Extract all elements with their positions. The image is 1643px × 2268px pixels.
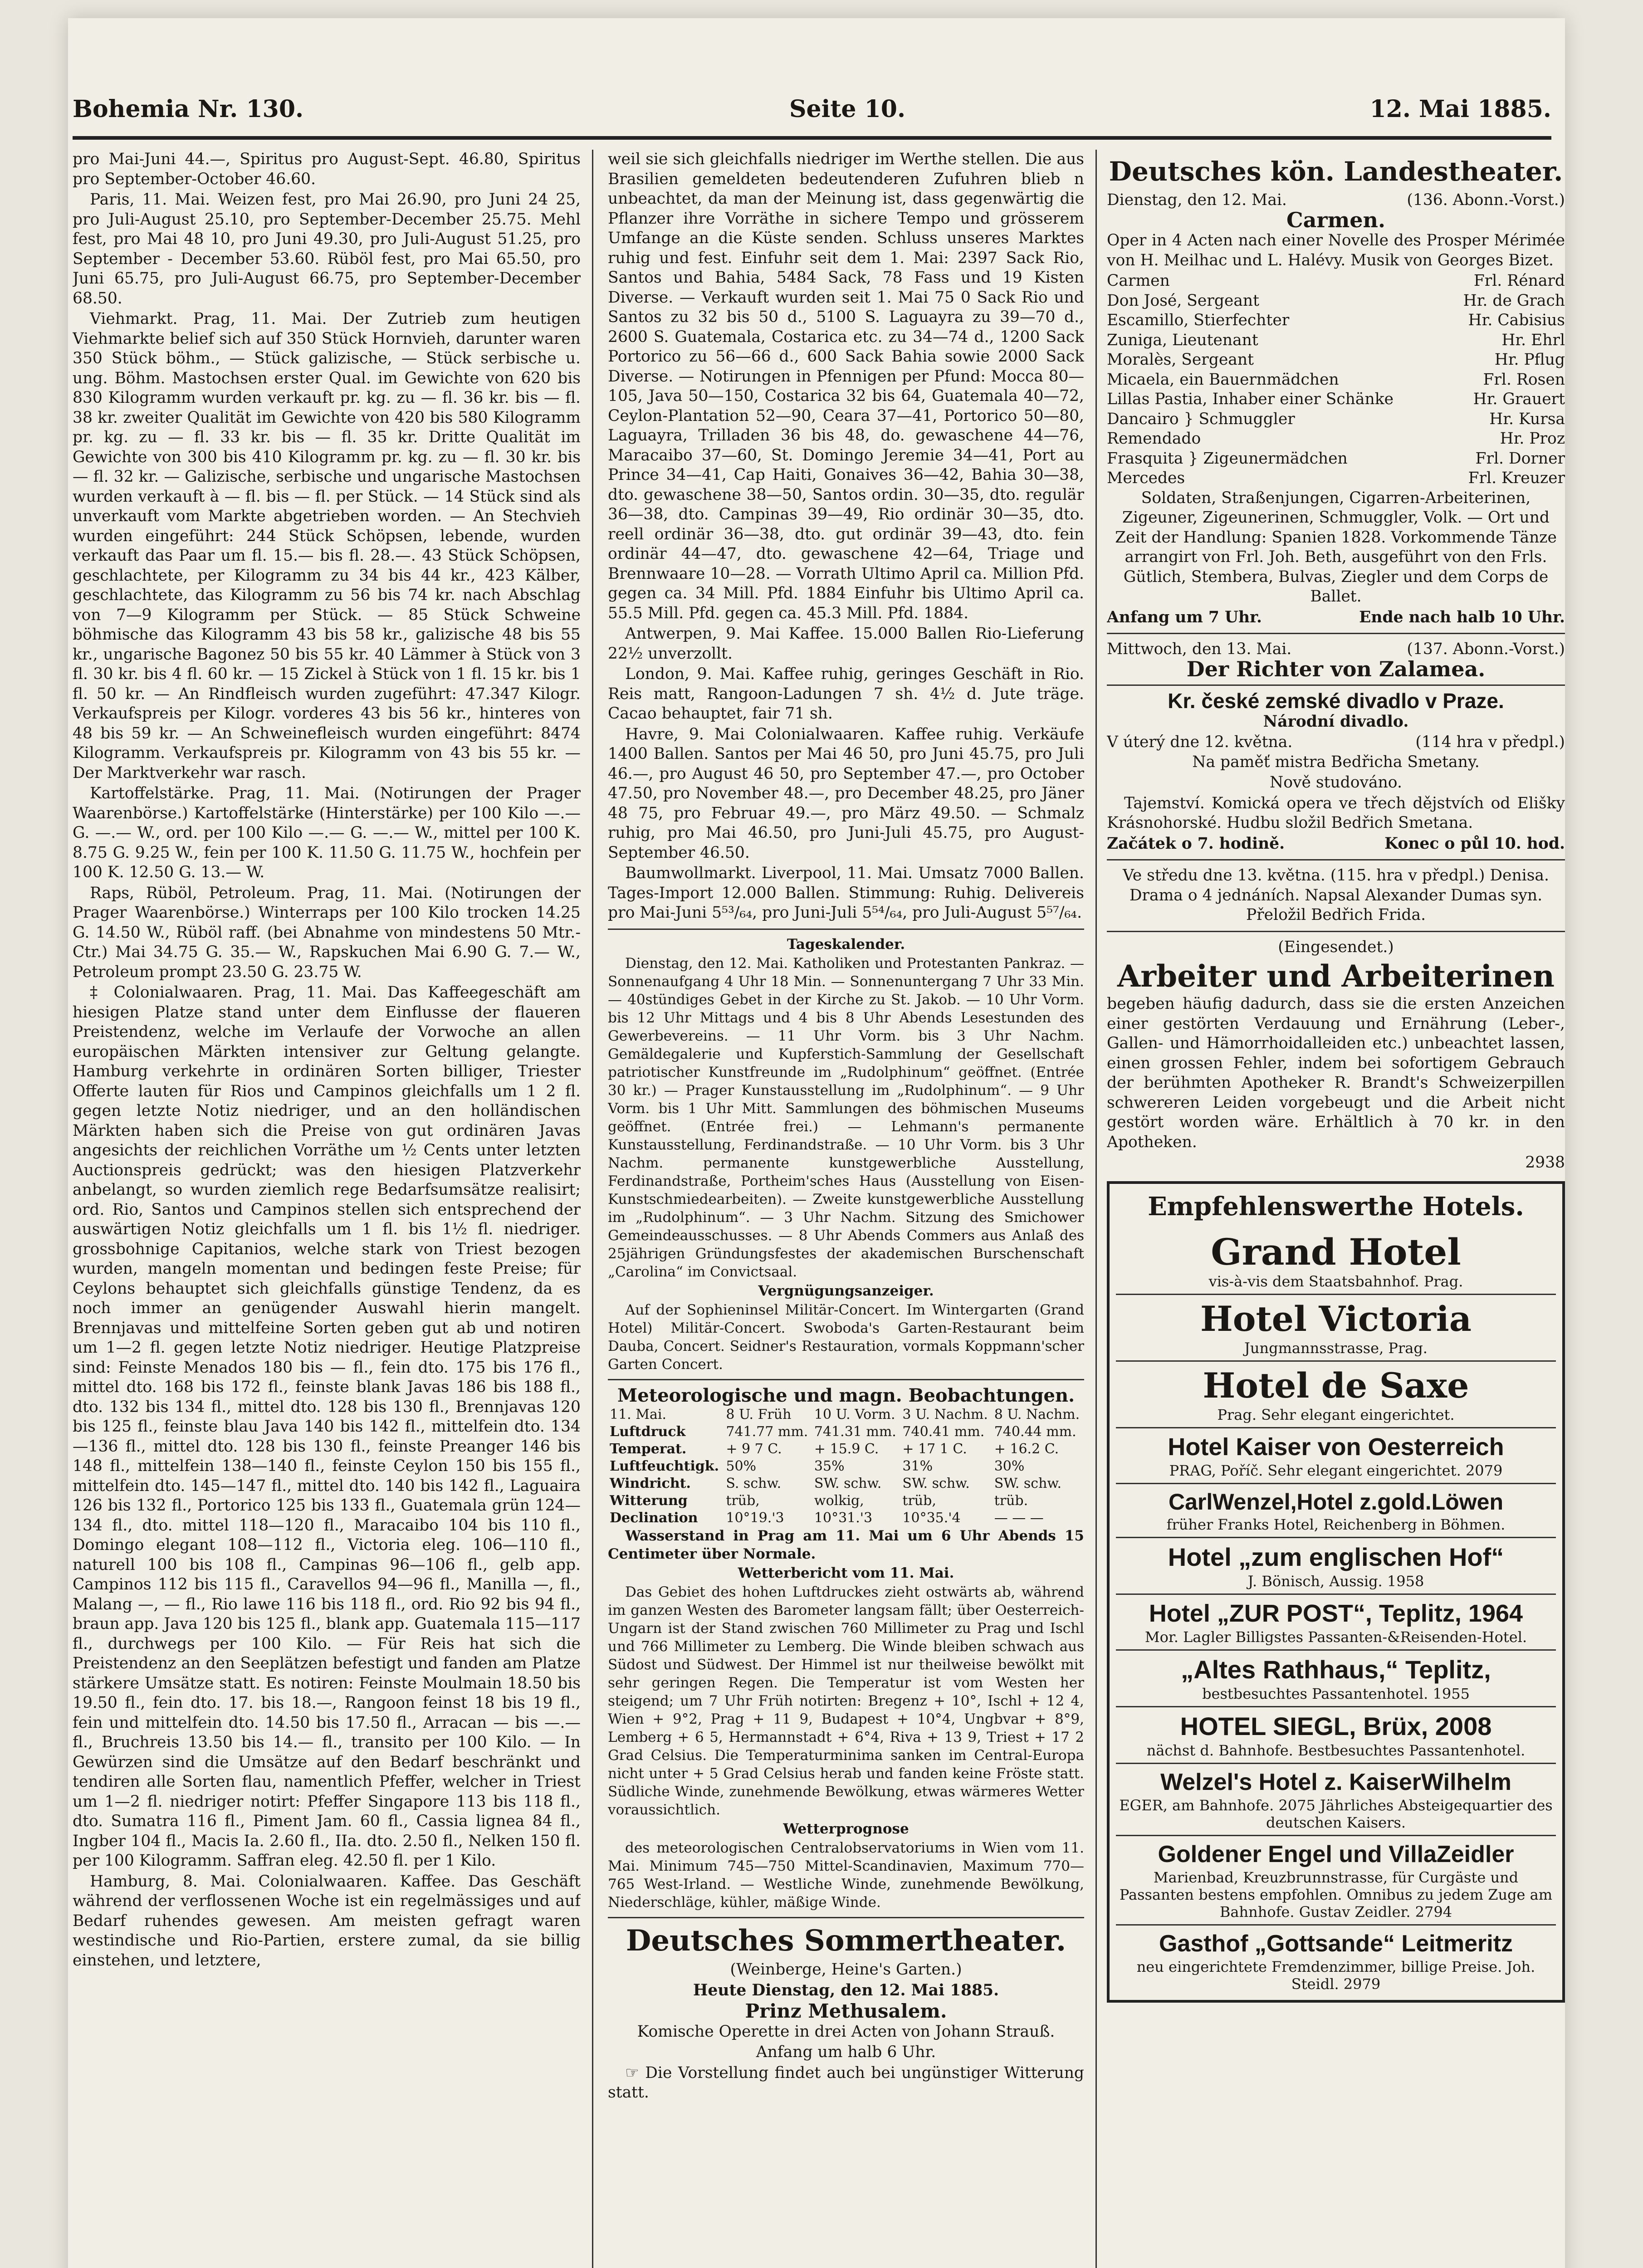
weather-table [608,1406,1084,1527]
hotel-detail: Prag. Sehr elegant eingerichtet. [1217,1406,1455,1423]
table-cell: + 17 1 C. [902,1441,967,1457]
table-cell: — — — [994,1510,1044,1526]
table-cell: 10°19.'3 [726,1510,784,1526]
start-time: Začátek o 7. hodině. [1107,834,1285,853]
hotel-name: Gasthof „Gottsande“ Leitmeritz [1159,1930,1513,1957]
hotel-ad [1116,1484,1556,1538]
hotel-ad [1116,1707,1556,1764]
paragraph: Hamburg, 8. Mai. Colonialwaaren. Kaffee. Das Geschäft während der verflossenen Woche ist ein regelmässiges und auf Bedarf ruhendes gewesen. Am meisten gefragt waren westindische und Rio-Partien, erstere zumal, da sie billig einstehen, und letztere, [73,1872,581,1970]
theater-title: Deutsches kön. Landestheater. [1109,156,1563,187]
ad-title: Arbeiter und Arbeiterinen [1117,958,1555,994]
table-cell: 741.77 mm. [726,1424,808,1440]
list-item [1107,429,1565,449]
role: Lillas Pastia, Inhaber einer Schänke [1107,390,1394,408]
subscription-no: (136. Abonn.-Vorst.) [1407,191,1565,209]
section-rule [1107,633,1565,634]
table-cell: 741.31 mm. [814,1424,896,1440]
table-cell: 8 U. Früh [726,1407,792,1422]
paragraph: pro Mai-Juni 44.—, Spiritus pro August-Sept. 46.80, Spiritus pro September-October 46.60. [73,150,581,188]
table-row [608,1492,1084,1510]
hotel-name: CarlWenzel,Hotel z.gold.Löwen [1168,1489,1503,1515]
section-rule [1107,931,1565,932]
end-time: Ende nach halb 10 Uhr. [1359,608,1565,626]
hotel-detail: Mor. Lagler Billigstes Passanten-&Reisenden-Hotel. [1144,1628,1527,1646]
header-rule [73,136,1551,140]
list-item [1107,291,1565,311]
table-cell: trüb. [994,1493,1028,1509]
play-notes: Soldaten, Straßenjungen, Cigarren-Arbeiterinen, Zigeuner, Zigeunerinen, Schmuggler, Volk. — Ort und Zeit der Handlung: Spanien 1828. Vorkommende Tänze arrangirt von Frl. Joh. Beth, ausgeführt von den Frls. Gütlich, Stembera, Bulvas, Ziegler und dem Corps de Ballet. [1115,489,1557,606]
column-markets [73,150,581,2268]
role: Mercedes [1107,469,1185,487]
section-rule [608,1379,1084,1380]
table-cell: trüb, [726,1493,760,1509]
show-times [1107,608,1565,628]
table-cell: 35% [814,1458,845,1474]
list-item [1107,449,1565,469]
table-cell: SW. schw. [994,1476,1062,1491]
table-cell: + 9 7 C. [726,1441,782,1457]
paragraph: Havre, 9. Mai Colonialwaaren. Kaffee ruhig. Verkäufe 1400 Ballen. Santos per Mai 46 50, pro Juni 45.75, pro Juli 46.—, pro August 46 50, pro September 47.—, pro October 47.50, pro November 48.—, pro December 48.25, pro Jäner 48 75, pro Februar 49.—, pro März 49.50. — Schmalz ruhig, pro Mai 46.50, pro Juni-Juli 45.75, pro August-September 46.50. [608,725,1084,862]
paragraph: Auf der Sophieninsel Militär-Concert. Im Wintergarten (Grand Hotel) Militär-Concert. Swoboda's Garten-Restaurant beim Dauba, Concert. Seidner's Restauration, vormals Koppmann'scher Garten Concert. [608,1301,1084,1373]
hotel-detail: bestbesuchtes Passantenhotel. 1955 [1202,1685,1470,1702]
role: Carmen [1107,272,1170,290]
table-cell: 31% [902,1458,933,1474]
paragraph: Baumwollmarkt. Liverpool, 11. Mai. Umsatz 7000 Ballen. Tages-Import 12.000 Ballen. Stimmung: Ruhig. Delivereis pro Mai-Juni 5⁵³/₆₄, pro Juni-Juli 5⁵⁴/₆₄, pro Juli-August 5⁵⁷/₆₄. [608,864,1084,922]
actor: Hr. Kursa [1489,410,1565,428]
hotel-name: Welzel's Hotel z. KaiserWilhelm [1160,1769,1511,1795]
theater-title: Kr. české zemské divadlo v Praze. [1168,689,1504,713]
role: Micaela, ein Bauernmädchen [1107,370,1339,389]
paragraph: Viehmarkt. Prag, 11. Mai. Der Zutrieb zum heutigen Viehmarkte belief sich auf 350 Stück Hornvieh, darunter waren 350 Stück böhm., — Stück galizische, — Stück serbische u. ung. Böhm. Mastochsen erster Qual. im Gewichte von 620 bis 830 Kilogramm wurden verkauft pr. kg. zu — fl. 36 kr. bis — fl. 38 kr. zweiter Qualität im Gewichte von 420 bis 580 Kilogramm pr. kg. zu — fl. 33 kr. bis — fl. 35 kr. Dritte Qualität im Gewichte von 300 bis 410 Kilogramm pr. kg. zu — fl. 30 kr. bis — fl. 32 kr. — Galizische, serbische und ungarische Mastochsen wurden verkauft à — fl. bis — fl. per Stück. — 14 Stück sind als unverkauft vom Markte abgetrieben worden. — An Stechvieh wurden eingeführt: 244 Stück Schöpsen, lebende, wurden verkauft das Paar um fl. 15.— bis fl. 28.—. 43 Stück Schöpsen, geschlachtete, per Kilogramm zu 34 bis 44 kr., 423 Kälber, geschlachtete, das Kilogramm zu 56 bis 74 kr. nach Abschlag von 7—9 Kilogramm per Stück. — 85 Stück Schweine böhmische das Kilogramm 43 bis 58 kr., galizische 48 bis 55 kr., ungarische Bagonez 50 bis 55 kr. 40 Lämmer à Stück von 3 fl. 30 kr. bis 4 fl. 60 kr. — 15 Zickel à Stück von 1 fl. 15 kr. bis 1 fl. 50 kr. — An Rindfleisch wurden zugeführt: 47.347 Kilogr. Verkaufspreis per Kilogr. vorderes 43 bis 56 kr., hinteres von 48 bis 59 kr. — An Schweinefleisch wurden eingeführt: 8474 Kilogramm. Verkaufspreis pr. Kilogramm von 43 bis 55 kr. — Der Marktverkehr war rasch. [73,310,581,782]
hotel-detail: PRAG, Poříč. Sehr elegant eingerichtet. 2079 [1169,1461,1503,1479]
paragraph: Paris, 11. Mai. Weizen fest, pro Mai 26.90, pro Juni 24 25, pro Juli-August 25.10, pro September-December 25.75. Mehl fest, pro Mai 48 10, pro Juni 49.30, pro Juli-August 51.25, pro September - December 53.60. Rüböl fest, pro Mai 65.50, pro Juni 65.75, pro Juli-August 66.75, pro September-December 68.50. [73,191,581,308]
hotel-ad [1116,1362,1556,1428]
weather-note: ☞ Die Vorstellung findet auch bei ungünstiger Witterung statt. [608,2063,1084,2102]
play-description: Tajemství. Komická opera ve třech dějstvích od Elišky Krásnohorské. Hudbu složil Bedřich Smetana. [1107,794,1565,832]
hotel-ad [1116,1764,1556,1836]
table-cell: 30% [994,1458,1025,1474]
hotel-detail: Marienbad, Kreuzbrunnstrasse, für Curgäste und Passanten bestens empfohlen. Omnibus zu jedem Zuge am Bahnhofe. Gustav Zeidler. 2794 [1119,1868,1553,1921]
play-title: Carmen. [1286,207,1386,232]
table-cell: trüb, [902,1493,936,1509]
start-time: Anfang um 7 Uhr. [1107,608,1262,626]
role: Moralès, Sergeant [1107,351,1254,369]
hotel-name: Hotel Victoria [1200,1298,1472,1339]
list-item [1107,271,1565,291]
hotel-ad [1116,1926,1556,1996]
ad-tag: (Eingesendet.) [1278,938,1394,956]
hotel-ad [1116,1538,1556,1595]
column-divider [592,150,593,2268]
list-item [1107,469,1565,489]
table-cell: 50% [726,1458,757,1474]
table-cell: 3 U. Nachm. [902,1407,988,1422]
list-item [1107,370,1565,390]
hotel-name: Hotel de Saxe [1203,1365,1469,1406]
actor: Hr. de Grach [1463,291,1565,310]
list-item [1107,410,1565,430]
play-description: Komische Operette in drei Acten von Johann Strauß. [637,2022,1055,2041]
paragraph: Antwerpen, 9. Mai Kaffee. 15.000 Ballen Rio-Lieferung 22½ unverzollt. [608,625,1084,663]
hotel-name: Grand Hotel [1211,1230,1461,1273]
list-item [1107,311,1565,331]
table-cell: Luftdruck [610,1424,686,1440]
hotel-detail: vis-à-vis dem Staatsbahnhof. Prag. [1208,1272,1463,1290]
table-cell: wolkig, [814,1493,864,1509]
paragraph: Das Gebiet des hohen Luftdruckes zieht ostwärts ab, während im ganzen Westen des Barometer langsam fällt; über Oesterreich-Ungarn ist der Stand zwischen 760 Millimeter zu Prag und Ischl und 766 Millimeter zu Lemberg. Die Winde bleiben schwach aus Südost und Südwest. Der Himmel ist nur theilweise bewölkt mit sehr geringen Regen. Die Temperatur ist vom Westen her steigend; um 7 Uhr Früh notirten: Bregenz + 10°, Ischl + 12 4, Wien + 9°2, Prag + 11 9, Budapest + 10°4, Ungbvar + 8°9, Lemberg + 6 5, Hermannstadt + 6°4, Riva + 13 9, Triest + 17 2 Grad Celsius. Die Temperaturminima sanken im Central-Europa nicht unter + 5 Grad Celsius herab und fanden keine Fröste statt. Südliche Winde, zunehmende Bewölkung, etwas wärmeres Wetter voraussichtlich. [608,1584,1084,1818]
table-cell: 8 U. Nachm. [994,1407,1080,1422]
table-cell: + 16.2 C. [994,1441,1059,1457]
subscription-no: (114 hra v předpl.) [1415,733,1565,751]
hotel-detail: Jungmannsstrasse, Prag. [1244,1339,1428,1357]
actor: Hr. Proz [1500,430,1565,448]
cast-list [1107,271,1565,489]
show-times [1107,834,1565,854]
table-cell: SW. schw. [902,1476,970,1491]
role: Zuniga, Lieutenant [1107,331,1258,349]
hotel-detail: nächst d. Bahnhofe. Bestbesuchtes Passantenhotel. [1146,1741,1526,1759]
table-cell: 740.44 mm. [994,1424,1076,1440]
role: Escamillo, Stierfechter [1107,311,1290,329]
performance-date: V úterý dne 12. května. [1107,733,1293,751]
table-cell: Temperat. [610,1441,687,1457]
table-row [608,1441,1084,1458]
table-cell: Windricht. [610,1476,691,1491]
table-row [608,1406,1084,1423]
play-title: Prinz Methusalem. [745,2000,947,2022]
section-rule [608,929,1084,930]
hotel-ad [1116,1295,1556,1362]
hotel-name: Hotel „ZUR POST“, Teplitz, 1964 [1149,1599,1523,1627]
actor: Hr. Ehrl [1501,331,1565,349]
performance-date: Dienstag, den 12. Mai. [1107,191,1287,209]
theater-title: Deutsches Sommertheater. [626,1924,1066,1958]
hotel-detail: EGER, am Bahnhofe. 2075 Jährliches Absteigequartier des deutschen Kaisers. [1119,1796,1553,1831]
table-cell: Luftfeuchtigk. [610,1458,719,1474]
actor: Hr. Pflug [1494,351,1565,369]
paragraph: Dienstag, den 12. Mai. Katholiken und Protestanten Pankraz. — Sonnenaufgang 4 Uhr 18 Min. — Sonnenuntergang 7 Uhr 33 Min. — 40stündiges Gebet in der Kirche zu St. Jakob. — 10 Uhr Vorm. bis 12 Uhr Mittags und 4 bis 8 Uhr Abends Lesestunden des Gewerbevereins. — 11 Uhr Vorm. bis 3 Uhr Nachm. Gemäldegalerie und Kupferstich-Sammlung der Gesellschaft patriotischer Kunstfreunde im „Rudolphinum“ geöffnet. (Entrée 30 kr.) — Prager Kunstausstellung im „Rudolphinum“. — 9 Uhr Vorm. bis 1 Uhr Mitt. Sammlungen des böhmischen Museums geöffnet. (Entrée frei.) — Lehmann's permanente Kunstausstellung, Ferdinandstraße. — 10 Uhr Vorm. bis 3 Uhr Nachm. permanente kunstgewerbliche Ausstellung, Ferdinandstraße, Portheim'sches Haus (Ausstellung von Eisen-Kunstschmiedearbeiten). — Zweite kunstgewerbliche Ausstellung im „Rudolphinum“. — 3 Uhr Nachm. Sitzung des Smichower Gemeindeausschusses. — 8 Uhr Abends Commers aus Anlaß des 25jährigen Gründungsfestes der akademischen Burschenschaft „Carolina“ im Convictsaal. [608,955,1084,1280]
paragraph: ‡ Colonialwaaren. Prag, 11. Mai. Das Kaffeegeschäft am hiesigen Platze stand unter dem Einflusse der flaueren Preistendenz, welche im Verlaufe der Vorwoche an allen europäischen Märkten intensiver zur Geltung gelangte. Hamburg verkehrte in ordinären Sorten billiger, Triester Offerte lauten für Rios und Campinos gleichfalls um 1 2 fl. gegen letzte Notiz niedriger, und an den holländischen Märkten haben sich die Preise von gut ordinären Javas angesichts der reichlichen Vorräthe um ½ Cents unter letzten Auctionspreis gedrückt; was den hiesigen Platzverkehr anbelangt, so wurden ziemlich rege Bedarfsumsätze realisirt; ord. Rio, Santos und Campinos stellen sich entsprechend der auswärtigen Notiz gleichfalls um 1 fl. bis 1½ fl. niedriger. grossbohnige Capitanios, welche stark von Triest bezogen wurden, mangeln momentan und bedingen feste Preise; für Ceylons behauptet sich gleichfalls günstige Tendenz, da es noch immer an genügender Auswahl hierin mangelt. Brennjavas und mittelfeine Sorten geben gut ab und notiren um 1—2 fl. gegen letzte Notiz niedriger. Heutige Platzpreise sind: Feinste Menados 180 bis — fl., fein dto. 175 bis 176 fl., mittel dto. 168 bis 172 fl., feinste blank Javas 186 bis 188 fl., dto. 132 bis 134 fl., mittel dto. 128 bis 130 fl., Brennjavas 120 bis 125 fl., feinste blau Java 140 bis 142 fl., mittelfein dto. 134—136 fl., mittel dto. 128 bis 130 fl., feinste Preanger 146 bis 148 fl., mittelfein 138—140 fl., feinste Ceylon 150 bis 155 fl., mittelfein dto. 145—147 fl., mittel dto. 140 bis 142 fl., Laguaira 126 bis 132 fl., Portorico 125 bis 133 fl., Guatemala grün 124—134 fl., dto. mittel 118—120 fl., Maracaibo 104 bis 110 fl., Domingo elegant 108—112 fl., Victoria eleg. 106—110 fl., naturell 100 bis 108 fl., Campinas 96—106 fl., gelb app. Campinos 112 bis 115 fl., Caravellos 94—96 fl., Manilla —, fl., Malang —, — fl., Rio lawe 116 bis 118 fl., ord. Rio 92 bis 94 fl., braun app. Java 120 bis 125 fl., blank app. Guatemala 115—117 fl., durchwegs per 100 Kilo. — Für Reis hat sich die Preistendenz an den Seeplätzen befestigt und fanden am Platze stärkere Umsätze statt. Es notiren: Feinste Moulmain 18.50 bis 19.50 fl., fein dto. 17. bis 18.—, Rangoon feinst 18 bis 19 fl., fein und mittelfein dto. 14.50 bis 17.50 fl., Arracan — bis —.— fl., Bruchreis 13.50 bis 14.— fl., transito per 100 Kilo. — In Gewürzen sind die Umsätze auf den Bedarf beschränkt und tendiren alle Sorten flau, namentlich Pfeffer, welcher in Triest um 1—2 fl. niedriger notirt: Pfeffer Singapore 113 bis 118 fl., dto. Sumatra 116 fl., Piment Jam. 60 fl., Cassia lignea 84 fl., Ingber 104 fl., Macis Ia. 2.60 fl., IIa. dto. 2.50 fl., Nelken 150 fl. per 100 Kilogramm. Saffran eleg. 42.50 fl. per 1 Kilo. [73,983,581,1870]
section-title: Wetterbericht vom 11. Mai. [738,1565,954,1581]
hotels-title: Empfehlenswerthe Hotels. [1148,1191,1524,1222]
theater-subtitle: Národní divadlo. [1263,712,1409,731]
section-rule [608,1917,1084,1918]
note: Nově studováno. [1270,773,1402,792]
next-performance: Ve středu dne 13. května. (115. hra v předpl.) Denisa. Drama o 4 jednáních. Napsal Alexander Dumas syn. Přeložil Bedřich Frida. [1123,866,1549,924]
page-number: Seite 10. [789,95,906,123]
hotel-name: „Altes Rathhaus,“ Teplitz, [1181,1655,1491,1684]
paragraph: weil sie sich gleichfalls niedriger im Werthe stellen. Die aus Brasilien gemeldeten bedeutenderen Zufuhren blieb n unbeachtet, da man der Meinung ist, dass gegenwärtig die Pflanzer ihre Vorräthe in sichere Tempo und grösserem Umfange an die Küste senden. Schluss unseres Marktes ruhig und fest. Einfuhr seit dem 1. Mai: 2397 Sack Rio, Santos und Bahia, 5484 Sack, 78 Fass und 19 Kisten Diverse. — Verkauft wurden seit 1. Mai 75 0 Sack Rio und Santos zu 32 bis 50 d., 5100 S. Laguayra zu 39—70 d., 2600 S. Guatemala, Costarica etc. zu 34—74 d., 1200 Sack Portorico zu 56—66 d., 600 Sack Bahia sowie 2000 Sack Diverse. — Notirungen in Pfennigen per Pfund: Mocca 80—105, Java 50—150, Costarica 32 bis 64, Guatemala 40—72, Ceylon-Plantation 52—90, Ceara 37—41, Portorico 50—80, Laguayra, Trilladen 36 bis 48, do. gewaschene 44—76, Maracaibo 37—60, St. Domingo Jeremie 34—41, Port au Prince 34—41, Cap Haiti, Gonaives 36—42, Bahia 30—38, dto. gewaschene 38—50, Santos ordin. 30—35, dto. regulär 36—38, dto. Campinas 39—49, Rio ordinär 30—35, dto. reell ordinär 36—38, dto. gut ordinär 39—43, dto. fein ordinär 44—47, dto. gewaschene 42—64, Triage und Brennwaare 10—28. — Vorrath Ultimo April ca. Million Pfd. gegen ca. 34 Mill. Pfd. 1884 Einfuhr bis Ultimo April ca. 55.5 Mill. Pfd. gegen ca. 45.3 Mill. Pfd. 1884. [608,150,1084,622]
table-cell: + 15.9 C. [814,1441,879,1457]
paragraph: des meteorologischen Centralobservatoriums in Wien vom 11. Mai. Minimum 745—750 Mittel-Scandinavien, Maximum 770—765 West-Irland. — Westliche Winde, zunehmende Bewölkung, Niederschläge, kühler, mäßige Winde. [608,1840,1084,1911]
hotel-name: Hotel „zum englischen Hof“ [1168,1542,1504,1571]
section-title: Meteorologische und magn. Beobachtungen. [617,1384,1075,1406]
actor: Frl. Rénard [1473,272,1565,290]
table-row [608,1475,1084,1492]
list-item [1107,331,1565,351]
actor: Frl. Rosen [1483,370,1565,389]
section-rule [1107,859,1565,860]
table-row [608,1458,1084,1475]
table-cell: 11. Mai. [610,1407,666,1422]
table-cell: Witterung [610,1493,688,1509]
table-cell: 10 U. Vorm. [814,1407,895,1422]
hotel-ad [1116,1595,1556,1651]
section-rule [1107,684,1565,686]
list-item [1107,390,1565,410]
paragraph: Wasserstand in Prag am 11. Mai um 6 Uhr Abends 15 Centimeter über Normale. [608,1528,1084,1562]
list-item [1107,350,1565,370]
table-cell: 10°35.'4 [902,1510,961,1526]
play-description: Oper in 4 Acten nach einer Novelle des Prosper Mérimée von H. Meilhac und L. Halévy. Musik von Georges Bizet. [1107,231,1565,269]
hotel-name: HOTEL SIEGL, Brüx, 2008 [1180,1711,1492,1740]
role: Frasquita } Zigeunermädchen [1107,449,1348,468]
hotel-name: Goldener Engel und VillaZeidler [1158,1841,1514,1867]
hotels-box [1107,1181,1565,2003]
theater-subtitle: (Weinberge, Heine's Garten.) [730,1960,962,1979]
actor: Hr. Cabisius [1468,311,1565,329]
actor: Frl. Dorner [1475,449,1565,468]
actor: Frl. Kreuzer [1468,469,1565,487]
hotel-name: Hotel Kaiser von Oesterreich [1168,1433,1504,1461]
table-cell: Declination [610,1510,698,1526]
column-colonial [608,150,1084,2268]
ad-number: 2938 [1525,1154,1565,1172]
section-title: Wetterprognose [783,1821,909,1837]
table-cell: S. schw. [726,1476,782,1491]
play-title: Der Richter von Zalamea. [1186,656,1486,681]
ad-text: begeben häufig dadurch, dass sie die ersten Anzeichen einer gestörten Verdauung und Ernährung (Leber-, Gallen- und Hämorrhoidalleiden etc.) unbeachtet lassen, einen grossen Fehler, indem bei sofortigem Gebrauch der berühmten Apotheker R. Brandt's Schweizerpillen schwereren Leiden vorgebeugt und die Arbeit nicht gestört worden wäre. Erhältlich à 70 kr. in den Apotheken. [1107,995,1565,1151]
performance-line [1107,191,1565,210]
issue-date: 12. Mai 1885. [1369,95,1551,123]
actor: Hr. Grauert [1473,390,1565,408]
role: Don José, Sergeant [1107,291,1259,310]
column-announcements [1107,150,1565,2268]
paragraph: Kartoffelstärke. Prag, 11. Mai. (Notirungen der Prager Waarenbörse.) Kartoffelstärke (Hinterstärke) per 100 Kilo —.— G. —.— W., ord. per 100 Kilo —.— G. —.— W., mittel per 100 K. 8.75 G. 9.25 W., fein per 100 K. 11.50 G. 11.75 W., hochfein per 100 K. 12.50 G. 13.— W. [73,784,581,881]
performance-line [1107,733,1565,753]
hotel-detail: früher Franks Hotel, Reichenberg in Böhmen. [1166,1515,1506,1533]
paragraph: Raps, Rüböl, Petroleum. Prag, 11. Mai. (Notirungen der Prager Waarenbörse.) Winterraps per 100 Kilo trocken 14.25 G. 14.50 W., Rüböl raff. (bei Abnahme von mindestens 50 Mtr.-Ctr.) Mai 34.75 G. 35.— W., Rapskuchen Mai 6.90 G. 7.— W., Petroleum prompt 23.50 G. 23.75 W. [73,884,581,981]
section-title: Vergnügungsanzeiger. [758,1282,934,1299]
subscription-no: (137. Abonn.-Vorst.) [1407,640,1565,658]
performance-date: Mittwoch, den 13. Mai. [1107,640,1292,658]
column-divider [1095,150,1097,2268]
table-cell: SW. schw. [814,1476,882,1491]
table-row [608,1510,1084,1527]
performance-line [1107,640,1565,660]
paragraph: London, 9. Mai. Kaffee ruhig, geringes Geschäft in Rio. Reis matt, Rangoon-Ladungen 7 sh. 4½ d. Jute träge. Cacao behauptet, fair 71 sh. [608,665,1084,723]
section-title: Tageskalender. [787,936,905,953]
table-cell: 740.41 mm. [902,1424,985,1440]
role: Dancairo } Schmuggler [1107,410,1295,428]
start-time: Anfang um halb 6 Uhr. [756,2043,936,2061]
hotel-ad [1116,1428,1556,1484]
page-header [73,95,1551,136]
hotel-detail: J. Bönisch, Aussig. 1958 [1247,1572,1424,1590]
hotel-ad [1116,1227,1556,1295]
hotel-detail: neu eingerichtete Fremdenzimmer, billige Preise. Joh. Steidl. 2979 [1136,1958,1535,1993]
end-time: Konec o půl 10. hod. [1384,834,1565,853]
table-row [608,1423,1084,1441]
hotel-ad [1116,1836,1556,1926]
role: Remendado [1107,430,1201,448]
dedication: Na paměť mistra Bedřicha Smetany. [1192,753,1480,771]
table-cell: 10°31.'3 [814,1510,873,1526]
masthead-name: Bohemia Nr. 130. [73,95,304,123]
theater-date: Heute Dienstag, den 12. Mai 1885. [693,1981,999,1999]
hotel-ad [1116,1651,1556,1707]
